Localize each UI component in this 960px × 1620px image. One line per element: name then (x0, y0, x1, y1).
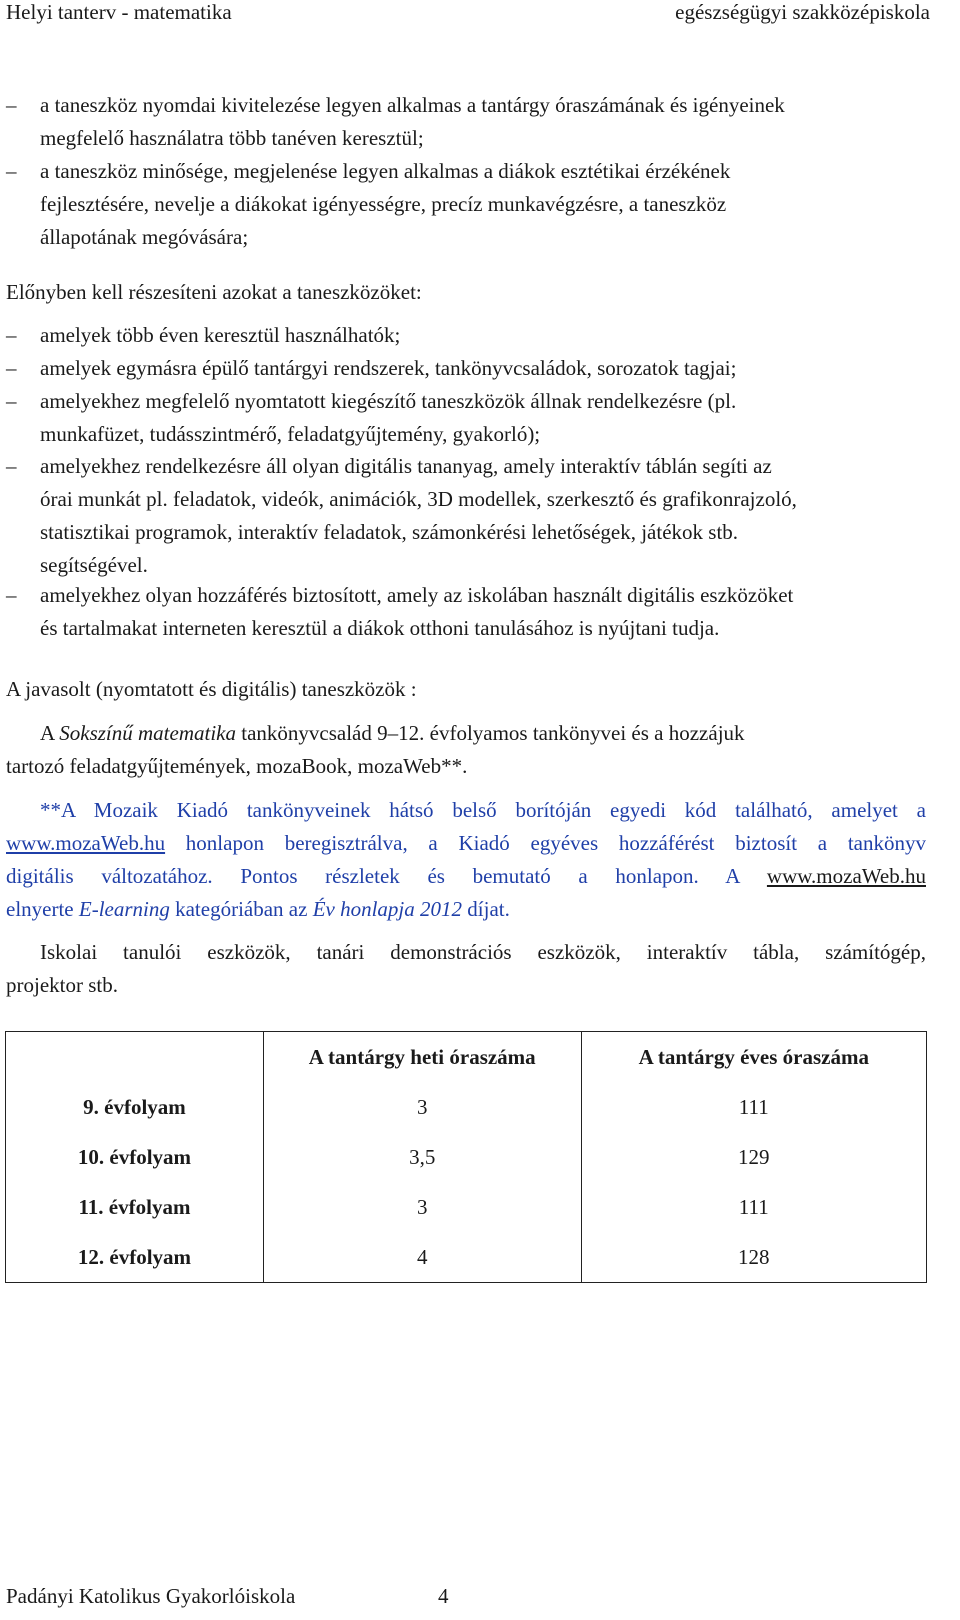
table-header-cell: A tantárgy heti óraszáma (263, 1032, 581, 1083)
list-item: – amelyek egymásra épülő tantárgyi rendszerek, tankönyvcsaládok, sorozatok tagjai; (6, 352, 926, 385)
dash-bullet-icon: – (6, 583, 17, 607)
page-footer (6, 1584, 449, 1609)
list-item: – amelyekhez megfelelő nyomtatott kiegészítő taneszközök állnak rendelkezésre (pl. munkafüzet, tudásszintmérő, feladatgyűjtemény, gyakorló); (6, 385, 926, 451)
mozaweb-link[interactable]: www.mozaWeb.hu (766, 864, 926, 888)
hours-table (5, 1031, 927, 1283)
list-item: – amelyekhez rendelkezésre áll olyan digitális tananyag, amely interaktív táblán segíti az órai munkát pl. feladatok, videók, animációk, 3D modellek, szerkesztő és grafikonrajzoló, statisztikai programok, interaktív feladatok, számonkérési lehetőségek, játékok stb. segítségével. (6, 450, 926, 582)
table-row: 12. évfolyam 4 128 (6, 1232, 927, 1283)
dash-bullet-icon: – (6, 356, 17, 380)
preferred-intro: Előnyben kell részesíteni azokat a taneszközöket: (6, 280, 422, 304)
table-header-row (6, 1032, 927, 1083)
page-header (0, 0, 930, 30)
list-item: – a taneszköz nyomdai kivitelezése legyen alkalmas a tantárgy óraszámának és igényeinek megfelelő használatra több tanéven keresztül; (6, 89, 926, 155)
list-item: – amelyekhez olyan hozzáférés biztosított, amely az iskolában használt digitális eszközöket és tartalmakat interneten keresztül a diákok otthoni tanulásához is nyújtani tudja. (6, 579, 926, 645)
suggested-title: A javasolt (nyomtatott és digitális) taneszközök : (6, 677, 417, 701)
dash-bullet-icon: – (6, 159, 17, 183)
mozaweb-link[interactable]: www.mozaWeb.hu (6, 831, 166, 855)
header-school-type: egészségügyi szakközépiskola (675, 0, 930, 24)
table-row: 9. évfolyam 3 111 (6, 1082, 927, 1132)
table-header-cell: A tantárgy éves óraszáma (581, 1032, 926, 1083)
suggested-text: A Sokszínű matematika tankönyvcsalád 9–12. évfolyamos tankönyvei és a hozzájuk tartozó feladatgyűjtemények, mozaBook, mozaWeb**. (6, 721, 745, 778)
table-row: 11. évfolyam 3 111 (6, 1182, 927, 1232)
table-row: 10. évfolyam 3,5 129 (6, 1132, 927, 1182)
list-item: – amelyek több éven keresztül használhatók; (6, 319, 926, 352)
dash-bullet-icon: – (6, 93, 17, 117)
dash-bullet-icon: – (6, 389, 17, 413)
table-header-cell (6, 1032, 264, 1083)
header-title: Helyi tanterv - matematika (6, 0, 232, 24)
footer-school: Padányi Katolikus Gyakorlóiskola (6, 1584, 296, 1608)
dash-bullet-icon: – (6, 454, 17, 478)
mozaik-note: **A Mozaik Kiadó tankönyveinek hátsó belső borítóján egyedi kód található, amelyet a www.mozaWeb.hu honlapon beregisztrálva, a Kiadó egyéves hozzáférést biztosít a tankönyv digitális változatához. Pontos részletek és bemutató a honlapon. A www.mozaWeb.hu elnyerte E-learning kategóriában az Év honlapja 2012 díjat. (6, 798, 926, 921)
tools-paragraph: Iskolai tanulói eszközök, tanári demonstrációs eszközök, interaktív tábla, számítógép, projektor stb. (6, 940, 926, 997)
list-item: – a taneszköz minősége, megjelenése legyen alkalmas a diákok esztétikai érzékének fejlesztésére, nevelje a diákokat igényességre, precíz munkavégzésre, a taneszköz állapotának megóvására; (6, 155, 926, 254)
dash-bullet-icon: – (6, 323, 17, 347)
page-number: 4 (438, 1584, 449, 1608)
